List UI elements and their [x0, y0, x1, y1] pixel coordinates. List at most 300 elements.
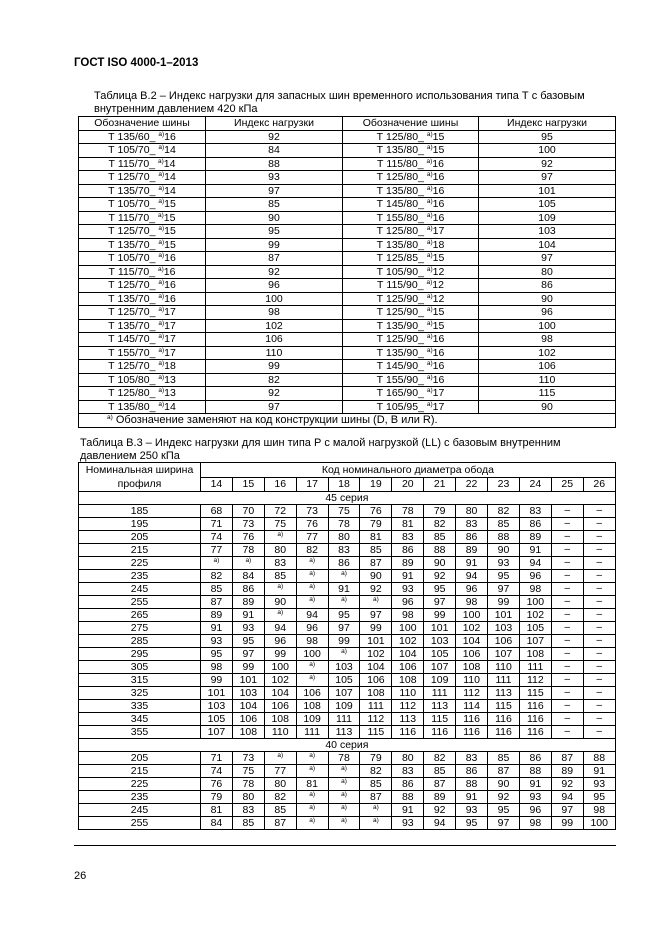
load-index-cell: 80: [328, 531, 360, 544]
load-index-cell: 80: [479, 265, 616, 279]
tire-designation-cell: Т 135/80_ $^{а)}$15: [343, 144, 479, 158]
table-row: [79, 319, 616, 333]
table-row: [79, 306, 616, 320]
load-index-cell: 105: [424, 648, 456, 661]
footnote-cell: [264, 583, 296, 596]
load-index-cell: 75: [328, 505, 360, 518]
tire-designation-cell: Т 115/80_ $^{а)}$16: [343, 157, 479, 171]
footnote-marker: а): [309, 791, 315, 798]
tire-designation-cell: Т 145/70_ $^{а)}$17: [79, 333, 206, 347]
table-row: [79, 279, 616, 293]
load-index-cell: 85: [232, 817, 264, 830]
load-index-cell: 111: [296, 726, 328, 739]
load-index-cell: 94: [519, 557, 551, 570]
load-index-cell: –: [551, 687, 583, 700]
load-index-cell: –: [583, 531, 615, 544]
footer-rule: [74, 845, 616, 846]
rim-diameter-cell: 25: [551, 477, 583, 492]
tire-designation-cell: Т 125/80_ $^{а)}$16: [343, 171, 479, 185]
load-index-cell: 90: [488, 544, 520, 557]
load-index-cell: 90: [488, 778, 520, 791]
load-index-cell: 86: [232, 583, 264, 596]
load-index-cell: 93: [201, 635, 233, 648]
load-index-cell: 115: [479, 387, 616, 401]
load-index-cell: 78: [232, 544, 264, 557]
table-b2-header-cell: Обозначение шины: [79, 117, 206, 131]
section-width-cell: 255: [79, 596, 201, 609]
load-index-cell: 91: [392, 570, 424, 583]
load-index-cell: 111: [488, 674, 520, 687]
load-index-cell: 100: [296, 648, 328, 661]
table-row: [79, 804, 616, 817]
load-index-cell: 114: [456, 700, 488, 713]
load-index-cell: 95: [232, 635, 264, 648]
load-index-cell: 98: [296, 635, 328, 648]
load-index-cell: 82: [296, 544, 328, 557]
footnote-marker: а): [426, 225, 433, 233]
footnote-marker: а): [158, 144, 165, 152]
load-index-cell: 78: [232, 778, 264, 791]
section-width-cell: 205: [79, 752, 201, 765]
load-index-cell: 94: [264, 622, 296, 635]
load-index-cell: 85: [488, 752, 520, 765]
footnote-cell: [264, 752, 296, 765]
load-index-cell: 104: [264, 687, 296, 700]
footnote-marker: а): [245, 557, 252, 564]
load-index-cell: 101: [479, 184, 616, 198]
footnote-marker: а): [373, 596, 379, 603]
tire-designation-cell: Т 135/90_ $^{а)}$16: [343, 346, 479, 360]
load-index-cell: 87: [424, 778, 456, 791]
load-index-cell: 101: [360, 635, 392, 648]
load-index-cell: 87: [360, 791, 392, 804]
load-index-cell: 86: [392, 544, 424, 557]
load-index-cell: 85: [360, 544, 392, 557]
rim-diameter-cell: 23: [488, 477, 520, 492]
load-index-cell: 93: [519, 791, 551, 804]
load-index-cell: 97: [488, 817, 520, 830]
footnote-cell: [360, 817, 392, 830]
load-index-cell: 87: [488, 765, 520, 778]
load-index-cell: 95: [328, 609, 360, 622]
footnote-marker: а): [341, 570, 347, 577]
tire-designation-cell: Т 135/60_ $^{а)}$16: [79, 130, 206, 144]
tire-designation-cell: Т 125/90_ $^{а)}$15: [343, 306, 479, 320]
load-index-cell: 95: [488, 570, 520, 583]
load-index-cell: 116: [392, 726, 424, 739]
load-index-cell: 92: [479, 157, 616, 171]
load-index-cell: –: [583, 661, 615, 674]
load-index-cell: 85: [424, 531, 456, 544]
load-index-cell: –: [583, 713, 615, 726]
load-index-cell: 112: [392, 700, 424, 713]
load-index-cell: 93: [456, 804, 488, 817]
load-index-cell: 82: [360, 765, 392, 778]
table-b2-header-cell: Обозначение шины: [343, 117, 479, 131]
footnote-cell: [328, 817, 360, 830]
footnote-marker: а): [426, 333, 433, 341]
footnote-cell: [201, 557, 233, 570]
load-index-cell: 100: [479, 319, 616, 333]
tire-designation-cell: Т 125/80_ $^{а)}$17: [343, 225, 479, 239]
table-row: [79, 570, 616, 583]
load-index-cell: 101: [232, 674, 264, 687]
footnote-marker: а): [277, 531, 284, 538]
load-index-cell: 87: [201, 596, 233, 609]
load-index-cell: 108: [232, 726, 264, 739]
table-row: [79, 400, 616, 414]
load-index-cell: 106: [488, 635, 520, 648]
load-index-cell: 106: [264, 700, 296, 713]
rim-diameter-cell: 21: [424, 477, 456, 492]
load-index-cell: 73: [232, 518, 264, 531]
load-index-cell: 93: [206, 171, 343, 185]
load-index-cell: 95: [583, 791, 615, 804]
footnote-marker: а): [158, 198, 165, 206]
load-index-cell: 91: [201, 622, 233, 635]
footnote-marker: а): [341, 596, 347, 603]
footnote-marker: а): [157, 265, 164, 273]
load-index-cell: 78: [392, 505, 424, 518]
load-index-cell: 86: [519, 518, 551, 531]
load-index-cell: 97: [206, 184, 343, 198]
section-width-cell: 245: [79, 583, 201, 596]
load-index-cell: 102: [392, 635, 424, 648]
load-index-cell: 88: [392, 791, 424, 804]
table-row: [79, 130, 616, 144]
load-index-cell: 93: [583, 778, 615, 791]
load-index-cell: 85: [201, 583, 233, 596]
footnote-cell: [296, 557, 328, 570]
rim-diameter-cell: 22: [456, 477, 488, 492]
load-index-cell: 80: [456, 505, 488, 518]
load-index-cell: 91: [583, 765, 615, 778]
footnote-cell: [264, 531, 296, 544]
load-index-cell: 97: [360, 609, 392, 622]
load-index-cell: 93: [232, 622, 264, 635]
load-index-cell: 108: [392, 674, 424, 687]
table-row: [79, 144, 616, 158]
table-b2-header-row: [79, 117, 616, 131]
load-index-cell: 101: [488, 609, 520, 622]
load-index-cell: 115: [519, 687, 551, 700]
load-index-cell: 116: [488, 726, 520, 739]
load-index-cell: –: [583, 622, 615, 635]
table-row: [79, 765, 616, 778]
load-index-cell: 98: [519, 817, 551, 830]
load-index-cell: 116: [424, 726, 456, 739]
load-index-cell: 103: [479, 225, 616, 239]
footnote-marker: а): [158, 360, 165, 368]
load-index-cell: 112: [456, 687, 488, 700]
footnote-marker: а): [309, 674, 315, 681]
load-index-cell: 104: [360, 661, 392, 674]
load-index-cell: 97: [551, 804, 583, 817]
table-row: [79, 360, 616, 374]
load-index-cell: 104: [392, 648, 424, 661]
load-index-cell: 102: [456, 622, 488, 635]
table-row: [79, 778, 616, 791]
tire-designation-cell: Т 115/70_ $^{а)}$14: [79, 157, 206, 171]
load-index-cell: 102: [519, 609, 551, 622]
load-index-cell: 86: [456, 765, 488, 778]
table-b3: [78, 462, 616, 830]
load-index-cell: 90: [424, 557, 456, 570]
load-index-cell: 89: [201, 609, 233, 622]
table-b2: [78, 116, 616, 428]
load-index-cell: 86: [328, 557, 360, 570]
footnote-marker: а): [277, 583, 284, 590]
footnote-marker: а): [341, 648, 347, 655]
tire-designation-cell: Т 125/80_ $^{а)}$13: [79, 387, 206, 401]
table-row: [79, 713, 616, 726]
load-index-cell: –: [551, 505, 583, 518]
load-index-cell: 100: [392, 622, 424, 635]
load-index-cell: 88: [519, 765, 551, 778]
load-index-cell: 99: [206, 360, 343, 374]
load-index-cell: 73: [296, 505, 328, 518]
load-index-cell: 96: [456, 583, 488, 596]
load-index-cell: 115: [424, 713, 456, 726]
load-index-cell: 99: [264, 648, 296, 661]
load-index-cell: –: [551, 635, 583, 648]
table-row: [79, 184, 616, 198]
load-index-cell: 111: [360, 700, 392, 713]
footnote-cell: [296, 752, 328, 765]
load-index-cell: 102: [206, 319, 343, 333]
rim-diameter-cell: 20: [392, 477, 424, 492]
footnote-marker: а): [341, 817, 347, 824]
load-index-cell: –: [551, 622, 583, 635]
table-row: [79, 817, 616, 830]
load-index-cell: 80: [392, 752, 424, 765]
load-index-cell: –: [551, 609, 583, 622]
table-row: [79, 211, 616, 225]
load-index-cell: 78: [328, 518, 360, 531]
tire-designation-cell: Т 115/90_ $^{а)}$12: [343, 279, 479, 293]
tire-designation-cell: Т 125/80_ $^{а)}$15: [343, 130, 479, 144]
footnote-cell: [328, 570, 360, 583]
tire-designation-cell: Т 125/70_ $^{а)}$15: [79, 225, 206, 239]
load-index-cell: 91: [392, 804, 424, 817]
load-index-cell: 109: [328, 700, 360, 713]
load-index-cell: 98: [519, 583, 551, 596]
footnote-marker: а): [158, 252, 165, 260]
load-index-cell: –: [551, 726, 583, 739]
footnote-cell: [328, 765, 360, 778]
footnote-marker: а): [341, 765, 347, 772]
footnote-marker: а): [426, 373, 433, 381]
footnote-marker: а): [426, 292, 433, 300]
load-index-cell: 105: [201, 713, 233, 726]
table-row: [79, 373, 616, 387]
load-index-cell: –: [551, 648, 583, 661]
load-index-cell: 91: [456, 557, 488, 570]
footnote-cell: [360, 596, 392, 609]
load-index-cell: 106: [392, 661, 424, 674]
load-index-cell: 90: [360, 570, 392, 583]
load-index-cell: 86: [392, 778, 424, 791]
load-index-cell: –: [551, 674, 583, 687]
footnote-marker: а): [426, 184, 433, 192]
table-b2-footnote: $^{а)}$ Обозначение заменяют на код конструкции шины (D, В или R).: [79, 414, 616, 428]
load-index-cell: 110: [456, 674, 488, 687]
load-index-cell: 92: [424, 804, 456, 817]
rim-diameter-cell: 14: [201, 477, 233, 492]
load-index-cell: 82: [206, 373, 343, 387]
load-index-cell: 87: [551, 752, 583, 765]
load-index-cell: 99: [206, 238, 343, 252]
footnote-marker: а): [309, 765, 315, 772]
table-row: [79, 544, 616, 557]
footnote-marker: а): [157, 211, 164, 219]
load-index-cell: 95: [206, 225, 343, 239]
footnote-cell: [296, 791, 328, 804]
load-index-cell: 81: [392, 518, 424, 531]
footnote-cell: [328, 804, 360, 817]
series-row: [79, 739, 616, 752]
load-index-cell: –: [551, 570, 583, 583]
load-index-cell: 75: [232, 765, 264, 778]
load-index-cell: 100: [519, 596, 551, 609]
table-row: [79, 265, 616, 279]
footnote-marker: а): [158, 387, 165, 395]
series-label: 40 серия: [79, 739, 616, 752]
load-index-cell: 95: [201, 648, 233, 661]
footnote-cell: [328, 778, 360, 791]
load-index-cell: 100: [264, 661, 296, 674]
table-b2-footnote-row: [79, 414, 616, 428]
table-row: [79, 238, 616, 252]
load-index-cell: –: [551, 544, 583, 557]
footnote-marker: а): [158, 279, 165, 287]
load-index-cell: 92: [551, 778, 583, 791]
load-index-cell: 106: [360, 674, 392, 687]
load-index-cell: 104: [456, 635, 488, 648]
load-index-cell: 81: [360, 531, 392, 544]
section-width-cell: 195: [79, 518, 201, 531]
footnote-marker: а): [426, 306, 433, 314]
load-index-cell: 68: [201, 505, 233, 518]
table-row: [79, 726, 616, 739]
load-index-cell: –: [583, 609, 615, 622]
load-index-cell: –: [583, 648, 615, 661]
tire-designation-cell: Т 135/70_ $^{а)}$17: [79, 319, 206, 333]
tire-designation-cell: Т 135/80_ $^{а)}$16: [343, 184, 479, 198]
tire-designation-cell: Т 125/70_ $^{а)}$14: [79, 171, 206, 185]
load-index-cell: –: [583, 700, 615, 713]
load-index-cell: –: [551, 583, 583, 596]
load-index-cell: 80: [264, 544, 296, 557]
load-index-cell: 102: [479, 346, 616, 360]
table-row: [79, 596, 616, 609]
load-index-cell: –: [551, 713, 583, 726]
tire-designation-cell: Т 135/80_ $^{а)}$18: [343, 238, 479, 252]
load-index-cell: 116: [488, 713, 520, 726]
load-index-cell: 106: [232, 713, 264, 726]
section-width-cell: 225: [79, 778, 201, 791]
load-index-cell: 90: [479, 400, 616, 414]
load-index-cell: 95: [479, 130, 616, 144]
section-width-cell: 255: [79, 817, 201, 830]
footnote-marker: а): [309, 557, 315, 564]
table-row: [79, 333, 616, 347]
load-index-cell: 94: [551, 791, 583, 804]
footnote-marker: а): [277, 752, 284, 759]
load-index-cell: 76: [296, 518, 328, 531]
load-index-cell: 91: [232, 609, 264, 622]
load-index-cell: 76: [201, 778, 233, 791]
load-index-cell: 101: [424, 622, 456, 635]
load-index-cell: 88: [488, 531, 520, 544]
tire-designation-cell: Т 105/70_ $^{а)}$16: [79, 252, 206, 266]
load-index-cell: 97: [488, 583, 520, 596]
load-index-cell: 103: [488, 622, 520, 635]
load-index-cell: 87: [264, 817, 296, 830]
load-index-cell: 103: [328, 661, 360, 674]
load-index-cell: 79: [424, 505, 456, 518]
load-index-cell: 106: [479, 360, 616, 374]
footnote-marker: а): [277, 609, 284, 616]
load-index-cell: 92: [424, 570, 456, 583]
table-row: [79, 687, 616, 700]
load-index-cell: 79: [360, 518, 392, 531]
load-index-cell: 82: [488, 505, 520, 518]
load-index-cell: 92: [488, 791, 520, 804]
load-index-cell: 85: [264, 570, 296, 583]
table-row: [79, 791, 616, 804]
tire-designation-cell: Т 105/70_ $^{а)}$14: [79, 144, 206, 158]
footnote-cell: [296, 765, 328, 778]
footnote-marker: а): [341, 791, 347, 798]
load-index-cell: 98: [583, 804, 615, 817]
footnote-marker: а): [426, 171, 433, 179]
footnote-marker: а): [213, 557, 220, 564]
tire-designation-cell: Т 105/90_ $^{а)}$12: [343, 265, 479, 279]
load-index-cell: 79: [201, 791, 233, 804]
footnote-marker: а): [309, 596, 315, 603]
table-row: [79, 346, 616, 360]
section-width-cell: 215: [79, 765, 201, 778]
tire-designation-cell: Т 155/70_ $^{а)}$17: [79, 346, 206, 360]
tire-designation-cell: Т 115/70_ $^{а)}$16: [79, 265, 206, 279]
load-index-cell: –: [583, 583, 615, 596]
load-index-cell: 116: [519, 700, 551, 713]
load-index-cell: 83: [519, 505, 551, 518]
document-header: ГОСТ ISO 4000-1–2013: [74, 57, 199, 69]
load-index-cell: 84: [201, 817, 233, 830]
tire-designation-cell: Т 125/90_ $^{а)}$16: [343, 333, 479, 347]
section-width-cell: 315: [79, 674, 201, 687]
load-index-cell: 98: [206, 306, 343, 320]
load-index-cell: 106: [206, 333, 343, 347]
table-b2-header-cell: Индекс нагрузки: [206, 117, 343, 131]
table-row: [79, 609, 616, 622]
load-index-cell: 83: [232, 804, 264, 817]
table-row: [79, 635, 616, 648]
tire-designation-cell: Т 135/70_ $^{а)}$16: [79, 292, 206, 306]
load-index-cell: 92: [206, 265, 343, 279]
load-index-cell: 94: [456, 570, 488, 583]
load-index-cell: 98: [456, 596, 488, 609]
load-index-cell: –: [551, 661, 583, 674]
footnote-marker: а): [158, 400, 165, 408]
load-index-cell: 92: [206, 387, 343, 401]
load-index-cell: –: [551, 700, 583, 713]
footnote-cell: [328, 648, 360, 661]
footnote-marker: а): [426, 198, 433, 206]
rim-diameter-cell: 19: [360, 477, 392, 492]
